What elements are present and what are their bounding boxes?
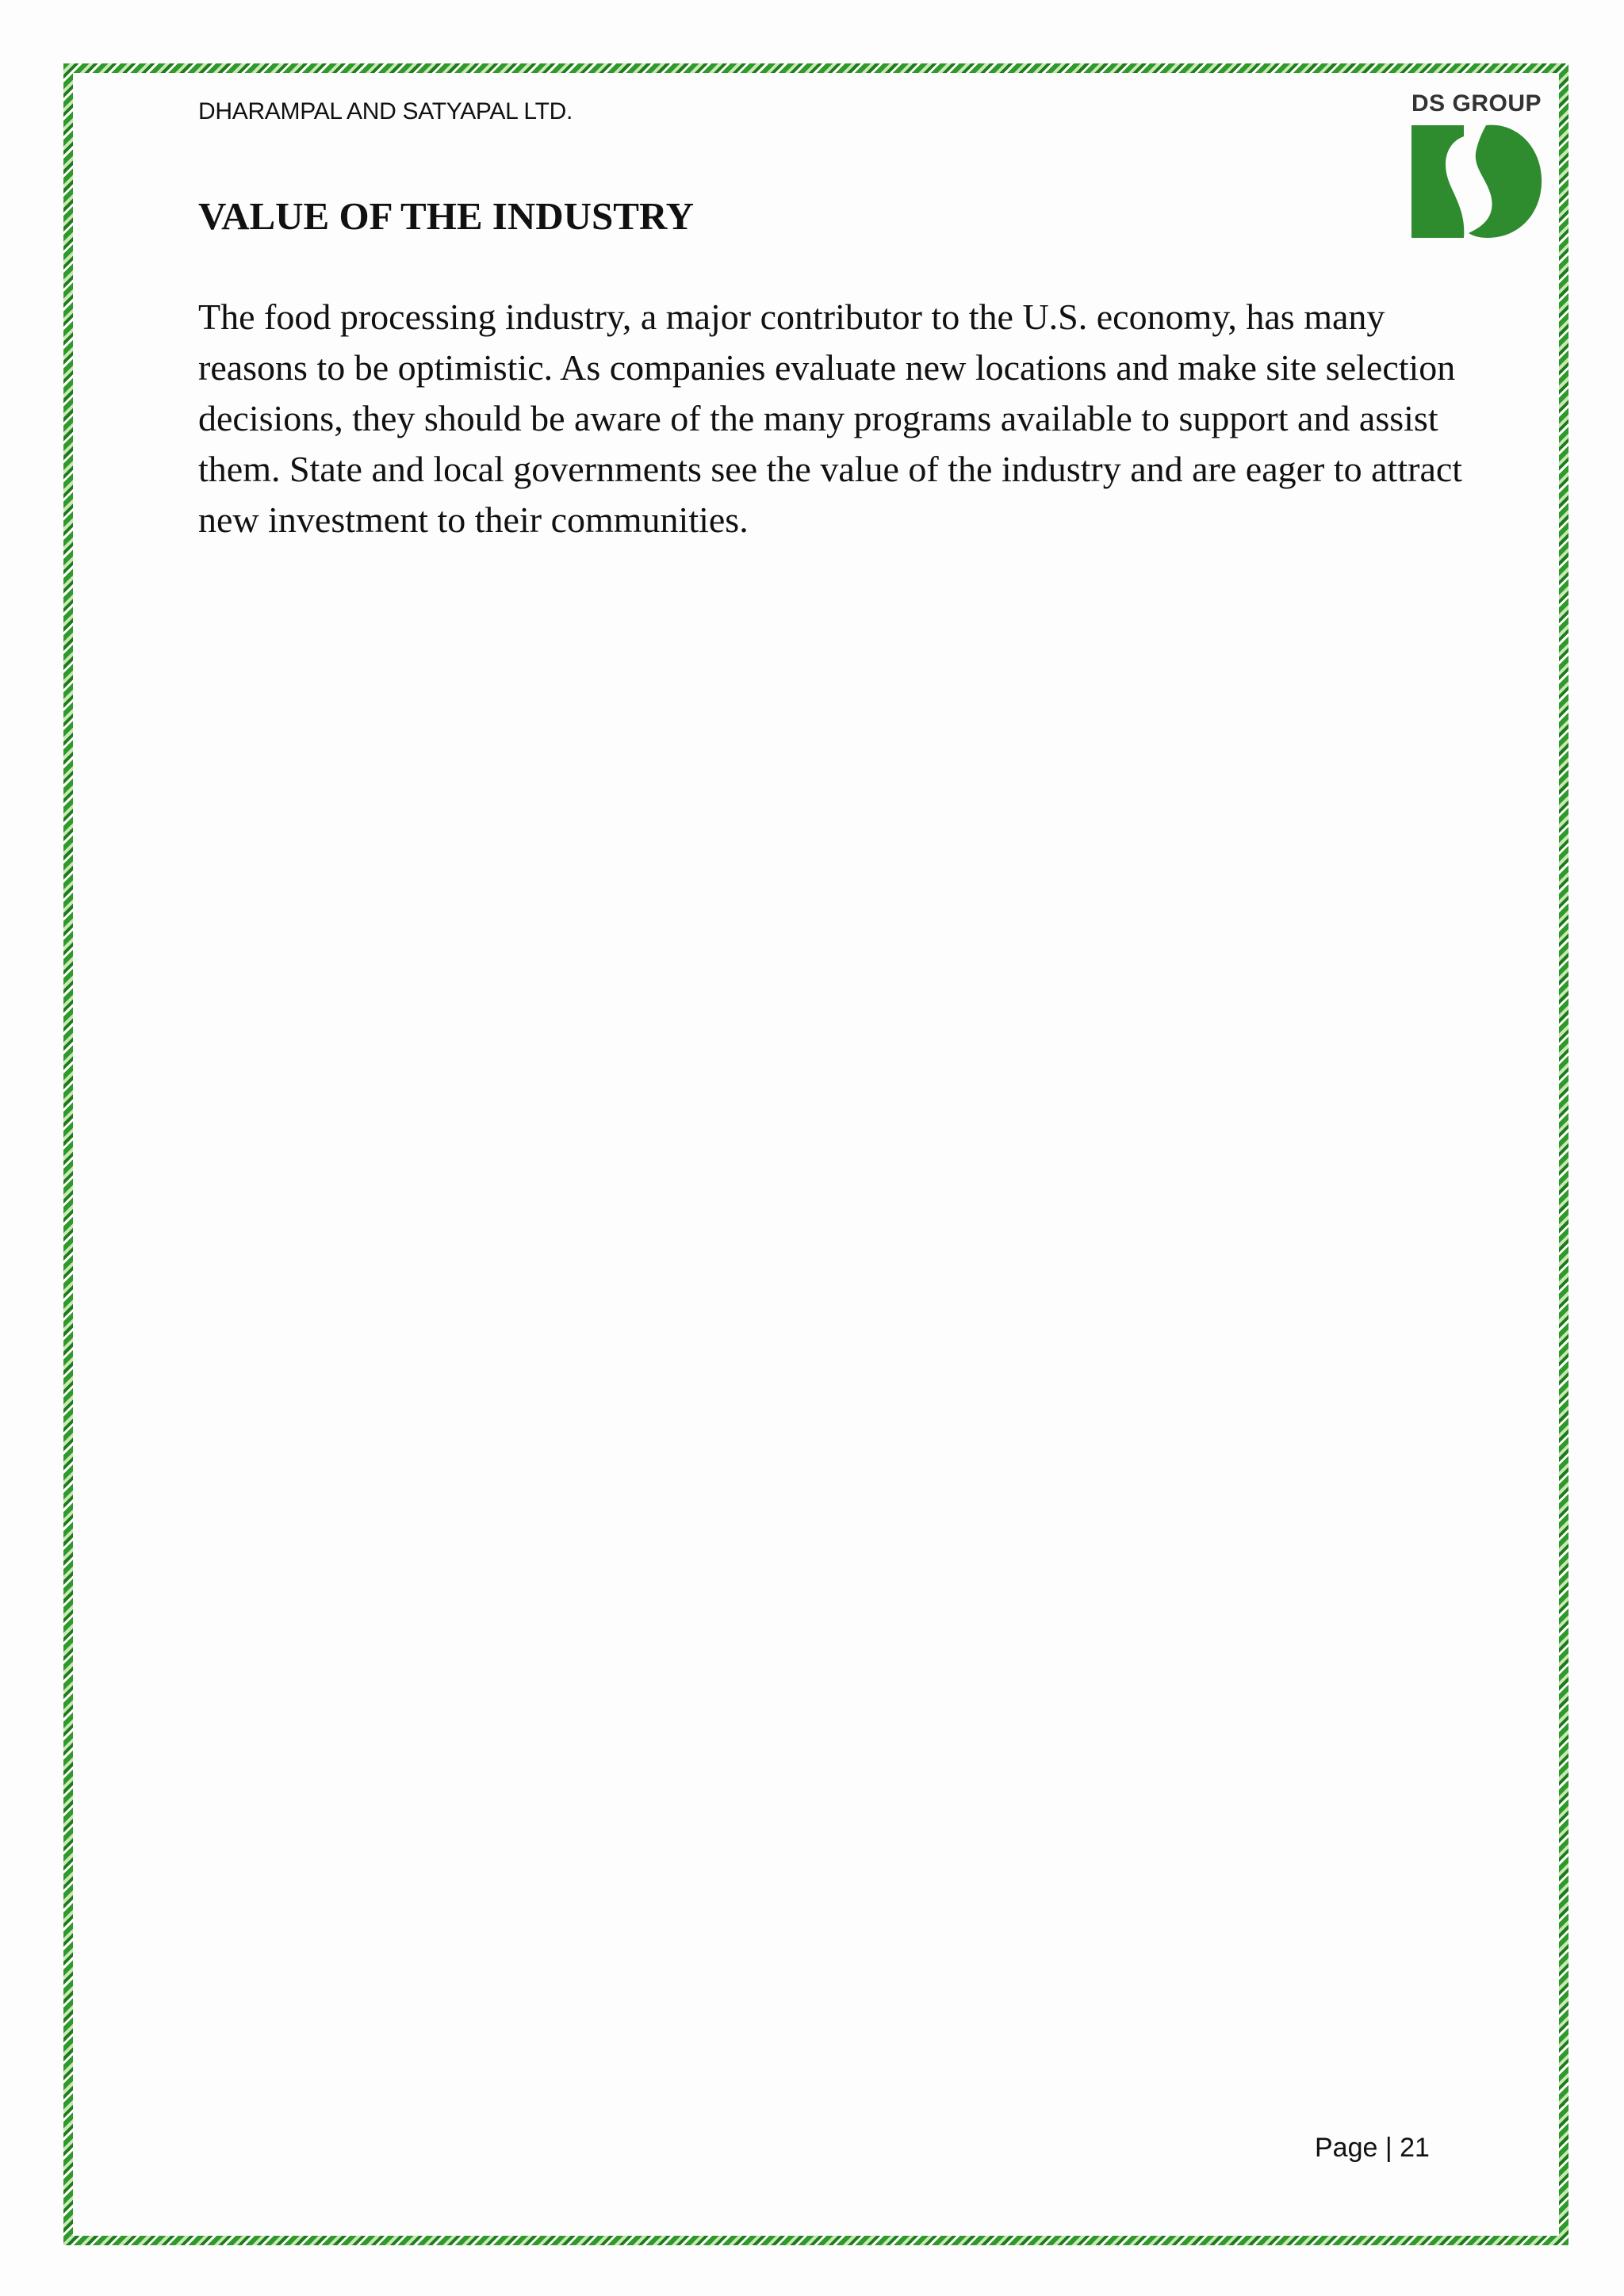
section-paragraph: The food processing industry, a major contributor to the U.S. economy, has many reasons to be optimistic. As companies evaluate new locations and make site selection decisions, they should be aware of the many programs available to support and assist them. State and local governments see the value of the industry and are eager to attract new investment to their communities. <box>198 297 1463 540</box>
company-header: DHARAMPAL AND SATYAPAL LTD. <box>198 98 573 124</box>
section-heading: VALUE OF THE INDUSTRY <box>198 194 694 238</box>
ds-logo-icon <box>1408 122 1545 241</box>
logo-text: DS GROUP <box>1411 90 1542 117</box>
ds-group-logo <box>1408 90 1545 249</box>
page-number: Page | 21 <box>1315 2133 1430 2163</box>
